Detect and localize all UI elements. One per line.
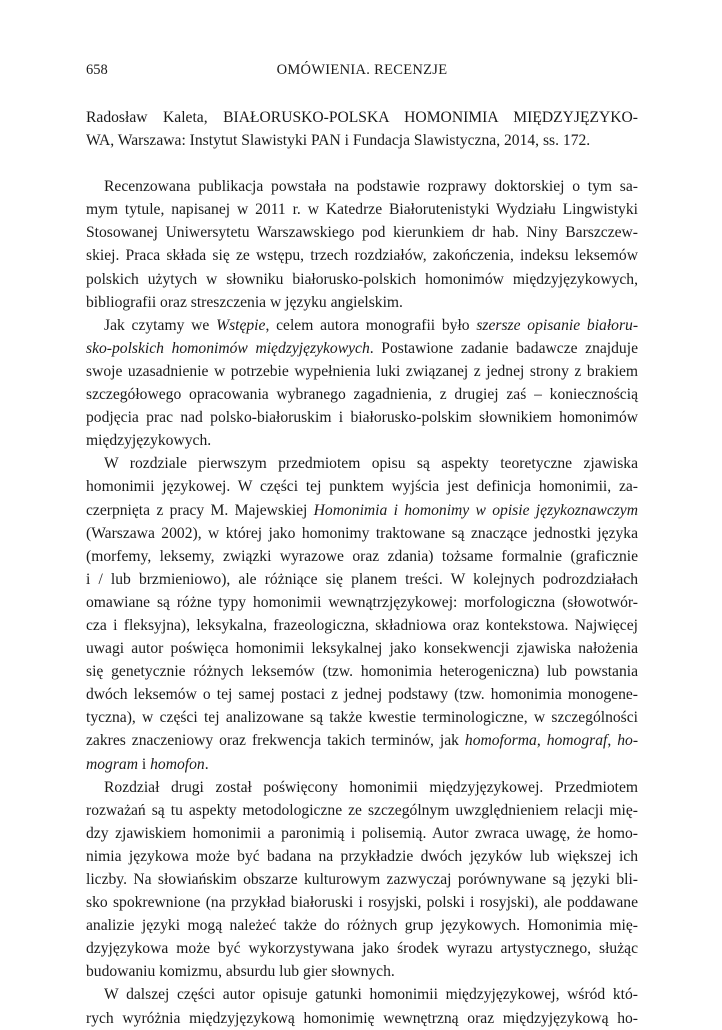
paragraph-line: Recenzowana publikacja powstała na podstawie rozprawy doktorskiej o tym sa- bbox=[104, 178, 638, 196]
paragraph-line: i / lub brzmieniowo), ale różniące się planem treści. W kolejnych podrozdziałach bbox=[86, 570, 638, 588]
paragraph-line: nimia językowa może być badana na przykładzie dwóch języków lub większej ich bbox=[86, 847, 638, 865]
page-header bbox=[86, 62, 638, 84]
paragraph-line: zakres znaczeniowy oraz frekwencja takich terminów, jak homoforma, homograf, ho- bbox=[86, 732, 639, 750]
paragraph-line: (Warszawa 2002), w której jako homonimy traktowane są znaczące jednostki języka bbox=[86, 524, 638, 542]
paragraph-line: analizie języki mogą należeć także do różnych grup językowych. Homonimia mię- bbox=[86, 917, 638, 935]
paragraph-line: się genetycznie różnych leksemów (tzw. homonimia heterogeniczna) lub powstania bbox=[86, 663, 638, 681]
paragraph-line: mogram i homofon. bbox=[86, 755, 209, 773]
paragraph-line: mym tytule, napisanej w 2011 r. w Katedrze Białorutenistyki Wydziału Lingwistyki bbox=[86, 201, 638, 219]
paragraph-line: polskich użytych w słowniku białorusko-polskich homonimów międzyjęzykowych, bbox=[86, 270, 638, 288]
paragraph-line: cza i fleksyjna), leksykalna, frazeologiczna, składniowa oraz kontekstowa. Najwięcej bbox=[86, 616, 638, 634]
paragraph-line: szczegółowego opracowania wybranego zagadnienia, z drugiej zaś – koniecznością bbox=[86, 386, 638, 404]
paragraph-line: (morfemy, leksemy, związki wyrazowe oraz zdania) tożsame formalnie (graficznie bbox=[86, 547, 638, 565]
paragraph-line: W dalszej części autor opisuje gatunki homonimii międzyjęzykowej, wśród któ- bbox=[104, 986, 638, 1004]
paragraph-line: Jak czytamy we Wstępie, celem autora monografii było szersze opisanie białoru- bbox=[104, 316, 639, 334]
paragraph-line: budowaniu komizmu, absurdu lub gier słownych. bbox=[86, 963, 395, 981]
paragraph-line: Stosowanej Uniwersytetu Warszawskiego pod kierunkiem dr hab. Niny Barszczew- bbox=[86, 224, 638, 242]
paragraph-line: tyczna), w części tej analizowane są także kwestie terminologiczne, w szczególności bbox=[86, 709, 638, 727]
paragraph-line: podjęcia prac nad polsko-białoruskim i białorusko-polskim słownikiem homonimów bbox=[86, 409, 638, 427]
paragraph-line: dwóch leksemów o tej samej postaci z jednej podstawy (tzw. homonimia monogene- bbox=[86, 686, 638, 704]
paragraph-line: W rozdziale pierwszym przedmiotem opisu są aspekty teoretyczne zjawiska bbox=[104, 455, 638, 473]
citation-line: Radosław Kaleta, BIAŁORUSKO-POLSKA HOMONIMIA MIĘDZYJĘZYKO- bbox=[86, 109, 638, 126]
page-number: 658 bbox=[86, 62, 108, 78]
paragraph-line: skiej. Praca składa się ze wstępu, trzech rozdziałów, zakończenia, indeksu leksemów bbox=[86, 247, 638, 265]
citation-gap bbox=[86, 152, 638, 175]
paragraph-line: homonimii językowej. W części tej punktem wyjścia jest definicja homonimii, za- bbox=[86, 478, 638, 496]
paragraph-line: rozważań są tu aspekty metodologiczne ze szczególnym uwzględnieniem relacji mię- bbox=[86, 801, 638, 819]
paragraph-line: liczby. Na słowiańskim obszarze kulturowym zazwyczaj porównywane są języki bli- bbox=[86, 871, 638, 888]
paragraph-line: międzyjęzykowych. bbox=[86, 432, 212, 450]
paragraph-line: sko-polskich homonimów międzyjęzykowych. Postawione zadanie badawcze znajduje bbox=[86, 339, 638, 357]
paragraph-line: dzy zjawiskiem homonimii a paronimią i polisemią. Autor zwraca uwagę, że homo- bbox=[86, 824, 638, 842]
paragraph-line: omawiane są różne typy homonimii wewnątrzjęzykowej: morfologiczna (słowotwór- bbox=[86, 593, 638, 611]
article-body bbox=[86, 106, 638, 1030]
paragraph-line: czerpnięta z pracy M. Majewskiej Homonimia i homonimy w opisie językoznawczym bbox=[86, 501, 638, 519]
paragraph-line: uwagi autor poświęca homonimii leksykalnej jako konsekwencji zjawiska nałożenia bbox=[86, 640, 638, 658]
paragraph-line: Rozdział drugi został poświęcony homonimii międzyjęzykowej. Przedmiotem bbox=[104, 778, 638, 796]
paragraph-line: dzyjęzykowa może być wykorzystywana jako środek wyrazu artystycznego, służąc bbox=[86, 940, 638, 958]
running-head: OMÓWIENIA. RECENZJE bbox=[276, 62, 448, 78]
paragraph-line: rych wyróżnia międzyjęzykową homonimię wewnętrzną oraz międzyjęzykową ho- bbox=[86, 1009, 638, 1027]
paragraph-line: swoje uzasadnienie w potrzebie wypełnienia luki związanej z jednej strony z brakiem bbox=[86, 362, 638, 380]
paragraph-line: bibliografii oraz streszczenia w języku angielskim. bbox=[86, 293, 403, 311]
citation-line: WA, Warszawa: Instytut Slawistyki PAN i Fundacja Slawistyczna, 2014, ss. 172. bbox=[86, 132, 591, 150]
paragraph-line: sko spokrewnione (na przykład białoruski i rosyjski, polski i rosyjski), ale poddawane bbox=[86, 894, 638, 912]
